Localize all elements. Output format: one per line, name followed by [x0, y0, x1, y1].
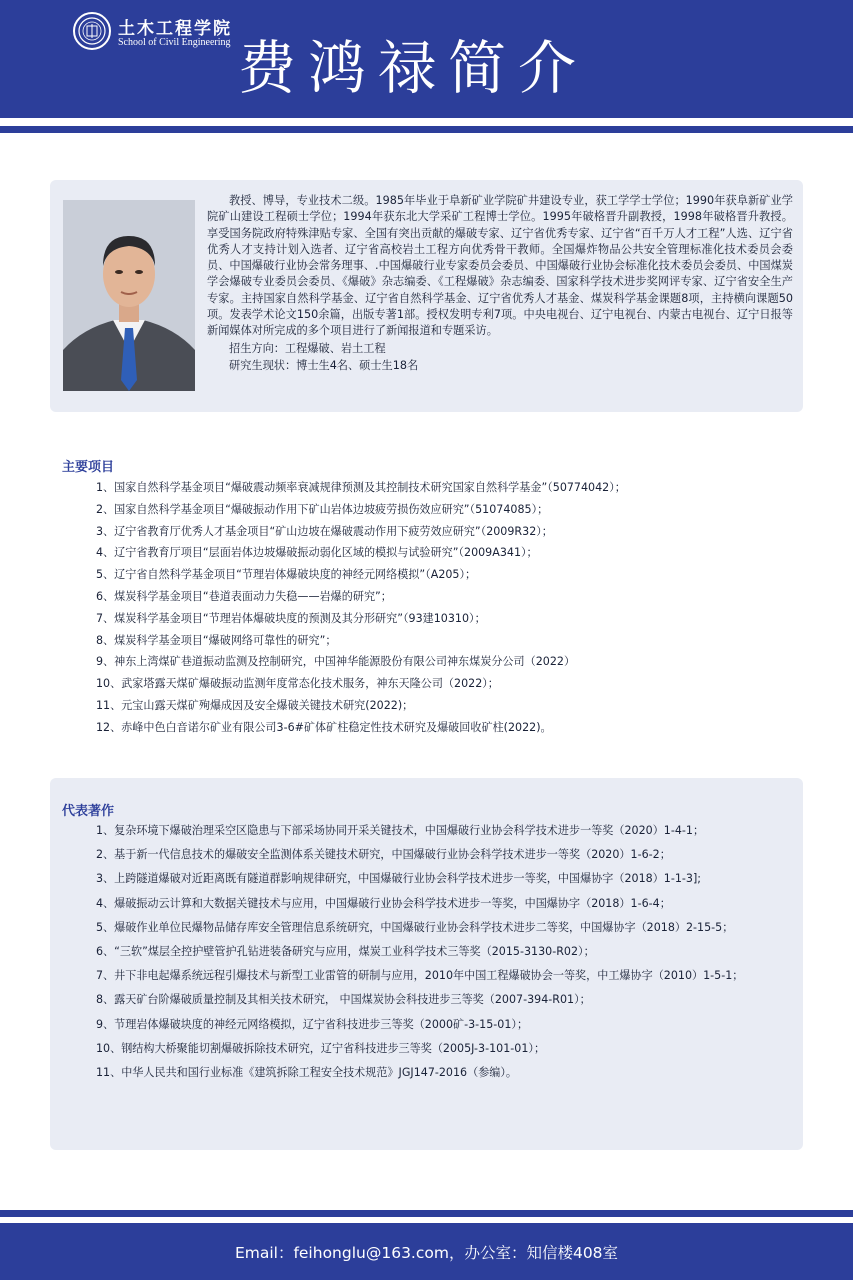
- header-divider-blue: [0, 126, 853, 133]
- works-list: [96, 819, 796, 1085]
- list-item: 11、元宝山露天煤矿殉爆成因及安全爆破关键技术研究(2022)；: [96, 698, 414, 712]
- list-item: 9、节理岩体爆破块度的神经元网络模拟，辽宁省科技进步三等奖（2000矿-3-15-01）；: [96, 1017, 529, 1031]
- list-item: 7、井下非电起爆系统远程引爆技术与新型工业雷管的研制与应用，2010年中国工程爆破协会一等奖，中工爆协字（2010）1-5-1；: [96, 969, 744, 983]
- footer-banner: [0, 1223, 853, 1280]
- page-title: 费鸿禄简介: [238, 34, 589, 102]
- list-item: 5、辽宁省自然科学基金项目“节理岩体爆破块度的神经元网络模拟”（A205）；: [96, 568, 477, 582]
- list-item: 1、国家自然科学基金项目“爆破震动频率衰减规律预测及其控制技术研究国家自然科学基金”（50774042）；: [96, 481, 626, 494]
- school-name-en: School of Civil Engineering: [118, 37, 231, 48]
- bio-card: [50, 180, 803, 412]
- header-banner: [0, 0, 853, 118]
- student-status: 研究生现状：博士生4名、硕士生18名: [229, 358, 419, 372]
- school-logo-icon: [73, 12, 111, 50]
- header-divider-white: [0, 118, 853, 126]
- projects-section: [50, 438, 803, 751]
- list-item: 2、国家自然科学基金项目“爆破振动作用下矿山岩体边坡疲劳损伤效应研究”（51074085）；: [96, 502, 549, 516]
- contact-info: Email：feihonglu@163.com，办公室：知信楼408室: [234, 1243, 619, 1262]
- bio-text-block: [207, 193, 793, 374]
- list-item: 9、神东上湾煤矿巷道振动监测及控制研究，中国神华能源股份有限公司神东煤炭分公司（2022）: [96, 655, 576, 669]
- works-section: [50, 778, 803, 1150]
- list-item: 5、爆破作业单位民爆物品储存库安全管理信息系统研究，中国爆破行业协会科学技术进步二等奖，中国爆协字（2018）2-15-5；: [96, 920, 734, 934]
- list-item: 10、钢结构大桥聚能切割爆破拆除技术研究，辽宁省科技进步三等奖（2005J-3-101-01）；: [96, 1041, 546, 1055]
- list-item: 3、上跨隧道爆破对近距离既有隧道群影响规律研究，中国爆破行业协会科学技术进步一等奖，中国爆协字（2018）1-1-3];: [96, 872, 702, 886]
- footer-divider-blue: [0, 1210, 853, 1217]
- list-item: 12、赤峰中色白音诺尔矿业有限公司3-6#矿体矿柱稳定性技术研究及爆破回收矿柱(2022)。: [96, 720, 552, 734]
- list-item: 11、中华人民共和国行业标准《建筑拆除工程安全技术规范》JGJ147-2016（参编）。: [96, 1066, 518, 1080]
- list-item: 8、露天矿台阶爆破质量控制及其相关技术研究， 中国煤炭协会科技进步三等奖（2007-394-R01）；: [96, 993, 591, 1007]
- list-item: 10、武家塔露天煤矿爆破振动监测年度常态化技术服务，神东天隆公司（2022）；: [96, 677, 499, 691]
- list-item: 6、“三软”煤层全控护壁管护孔钻进装备研究与应用，煤炭工业科学技术三等奖（2015-3130-R02）；: [96, 945, 595, 959]
- list-item: 4、辽宁省教育厅项目“层面岩体边坡爆破振动弱化区域的模拟与试验研究”（2009A341）；: [96, 546, 538, 560]
- list-item: 7、煤炭科学基金项目“节理岩体爆破块度的预测及其分形研究”（93建10310）；: [96, 611, 486, 625]
- bio-paragraph: 教授、博导，专业技术二级。1985年毕业于阜新矿业学院矿井建设专业，获工学学士学位；1990年获阜新矿业学院矿山建设工程硕士学位；1994年获东北大学采矿工程博士学位。1995年破格晋升副教授，1998年破格晋升教授。享受国务院政府特殊津贴专家、全国有突出贡献的爆破专家、辽宁省优秀专家、辽宁省“百千万人才工程”人选、辽宁省优秀人才支持计划入选者、辽宁省高校岩土工程方向优秀骨干教师。全国爆炸物品公共安全管理标准化技术委员会委员、中国爆破行业协会常务理事、.中国爆破行业专家委员会委员、中国爆破行业协会标准化技术委员会委员、中国煤炭学会爆破专业委员会委员、《爆破》杂志编委、《工程爆破》杂志编委、国家科学技术进步奖网评专家、辽宁省安全生产专家。主持国家自然科学基金、辽宁省自然科学基金、辽宁省优秀人才基金、煤炭科学基金课题8项，主持横向课题50项。发表学术论文150余篇，出版专著1部。授权发明专利7项。中央电视台、辽宁电视台、内蒙古电视台、辽宁日报等新闻媒体对所完成的多个项目进行了新闻报道和专题采访。: [207, 194, 793, 338]
- enrollment-direction: 招生方向：工程爆破、岩土工程: [229, 341, 386, 355]
- list-item: 2、基于新一代信息技术的爆破安全监测体系关键技术研究，中国爆破行业协会科学技术进步一等奖（2020）1-6-2；: [96, 848, 671, 862]
- projects-heading: 主要项目: [62, 460, 115, 475]
- list-item: 8、煤炭科学基金项目“爆破网络可靠性的研究”；: [96, 633, 337, 647]
- projects-list: [96, 477, 796, 739]
- works-heading: 代表著作: [62, 804, 115, 819]
- list-item: 4、爆破振动云计算和大数据关键技术与应用，中国爆破行业协会科学技术进步一等奖，中国爆协字（2018）1-6-4；: [96, 896, 671, 910]
- school-name-cn: 土木工程学院: [118, 19, 232, 39]
- list-item: 3、辽宁省教育厅优秀人才基金项目“矿山边坡在爆破震动作用下疲劳效应研究”（2009R32）；: [96, 524, 553, 538]
- list-item: 1、复杂环境下爆破治理采空区隐患与下部采场协同开采关键技术，中国爆破行业协会科学技术进步一等奖（2020）1-4-1；: [96, 824, 705, 837]
- portrait-photo: [63, 200, 195, 391]
- list-item: 6、煤炭科学基金项目“巷道表面动力失稳——岩爆的研究”；: [96, 589, 392, 603]
